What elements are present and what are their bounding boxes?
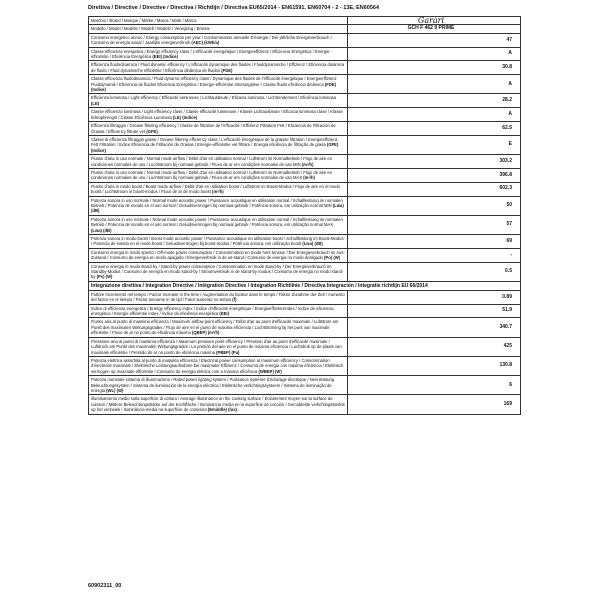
row-label: Consumo energia in modo stand-by / Stand-by power consumption / Consommation en mode stand-by / Der Energieverbrauch im Standby-Modus / Consumo de energía en modo stand-by / Stroomverbruik in de stand-by modus / Consumo de energia no modo stand-by (Ps) (W): [89, 262, 348, 281]
row-value: A: [348, 47, 521, 61]
row-symbol: (m³/h): [301, 161, 314, 167]
brand-label: Marchio / Brand / Marque / Marke / Marca / Mark / Marca: [89, 17, 348, 25]
directive-header: Direttiva / Directive / Directive / Directiva / Richtlijn / Directiva EU65/2014 - EN61591, EN60704 - 2 - 13E, EN60564: [88, 5, 380, 11]
row-symbol: (EEI) (Indice): [152, 54, 178, 60]
row-symbol: (FDE): [221, 67, 233, 73]
row-symbol: (Ps) (W): [96, 274, 113, 280]
row-value: 50: [348, 196, 521, 215]
table-row: [89, 304, 521, 318]
integration-directive-title: Integrazione direttiva / Integration Directive / Intégration Directive / Integration Richtlinie / Directiva Integración / Integratie richtlijn EU 66/2014: [89, 281, 521, 290]
table-row: [89, 235, 521, 249]
row-value: 303.2: [348, 155, 521, 169]
row-label: Flusso d'aria in uso normale / Normal mode airflow / Débit d'air en utilisation normal / Luftstrom im Normalbetrieb / Flujo de aire en condiciones normales de uso / Luchtstroom bij normaal gebruik / Fluxo de ar em condições normales de uso MAX (m³/h): [89, 168, 348, 182]
row-symbol: (LE) (Indice): [172, 114, 198, 120]
row-symbol: (f): [232, 297, 237, 303]
row-value: 51.9: [348, 304, 521, 318]
brand-logo: Garari: [348, 17, 521, 25]
table-row: [89, 135, 521, 154]
row-label: Pressione aria al punto di massima efficienza / Maximum pressure point efficiency / Pression d'air au point d'efficacité maximale / Luftdruck am Punkt des maximalen Wirkungsgrades / La presión del aire en el punto de máxima eficiencia / Luchtdruk op de plaats van maximale efficiëntie / Pressão do ar no ponto de eficiência máxima (PBEP) (Pa): [89, 337, 348, 356]
row-symbol: (AEC) (kWh/a): [191, 40, 220, 46]
energy-data-table: [88, 16, 521, 415]
row-symbol: (WL) (W): [106, 387, 124, 393]
row-value: 62.5: [348, 122, 521, 136]
table-row: [89, 108, 521, 122]
row-label: Potenza sonora in uso normale / Normal mode acoustic power / Puissance acoustique en utilisation normal / Schallleistung im normalen Betrieb / Potencia de sonido en el uso normal / Geluidsvermogen bij normaal gebruik / Potência sonora, em utilização normal MAX (Lwa) (dB): [89, 215, 348, 234]
row-value: 0.89: [348, 290, 521, 304]
table-row: [89, 47, 521, 61]
table-row: [89, 196, 521, 215]
row-symbol: (GFE): [146, 128, 158, 134]
document-code: 60902311_00: [88, 583, 122, 589]
row-label: Efficienza luminosa / Light efficiency / Efficacité lumineuse / Lichtausbeute / Eficacia luminosa / Lichtrendement / Eficiência luminosa (LE): [89, 94, 348, 108]
table-row: [89, 75, 521, 94]
row-value: A: [348, 75, 521, 94]
table-row: [89, 182, 521, 196]
row-value: 69: [348, 235, 521, 249]
row-label: Potenza sonora in uso normale / Normal mode acoustic power / Puissance acoustique en utilisation normal / Schallleistung im normalen Betrieb / Potencia de sonido en el uso normal / Geluidsvermogen bij normaal gebruik / Potência sonora, em utilização normal MIN (Lwa) (dB): [89, 196, 348, 215]
table-row: [89, 262, 521, 281]
row-value: E: [348, 135, 521, 154]
table-row: [89, 94, 521, 108]
row-value: 130.8: [348, 356, 521, 375]
row-label: Classe efficienza energetica / Energy efficiency class / L'efficacité énergétique / Energieeffizienz / Eficiencia Energética / Energie-efficiëntie / Eficiência Energética (EEI) (Indice): [89, 47, 348, 61]
table-row: [89, 376, 521, 395]
model-label: Modello / Model / Modèle / Modell / Modelo / Verwijzing / Brinsar: [89, 25, 348, 33]
row-label: Flusso d'aria in uso normale / Normal mode airflow / Débit d'air en utilisation normal / Luftstrom im Normalbetrieb / Flujo de aire en condiciones normales de uso / Luchtstroom bij normaal gebruik / Fluxo de ar em condições normales de uso MIN (m³/h): [89, 155, 348, 169]
row-symbol: (Po) (W): [324, 255, 341, 261]
table-row: [89, 395, 521, 414]
row-label: Consumo energetico annuo / Energy consumption per year / Consommation annuelle D'énergie / Der jährliche Energieverbrauch / Consumo de energía anual / Jaarlijks energieverbruik (AEC) (kWh/a): [89, 33, 348, 47]
row-label: Potenza nominale sistema di illuminazione / Rated power lighting system / Puissance système d'éclairage électrique / Nennleistung Beleuchtungssystem / Sistema de iluminación de la energía eléctrica / Elektrische verlichtingssysteem / Sistema de iluminação de energia (WL) (W): [89, 376, 348, 395]
row-value: 396.8: [348, 168, 521, 182]
row-value: 0.5: [348, 262, 521, 281]
row-value: 28.2: [348, 94, 521, 108]
row-label: Potenza sonora in modo boost / Boost mode acoustic power / Puissance acoustique en utilisation boost / Schallleistung im Boost-Modus / Potencia de sonido en el modo boost / Geluidsvermogen bij boost-modus / Potência sonora, em utilização boost (Lwa) (dB): [89, 235, 348, 249]
row-symbol: (m³/h): [303, 175, 315, 181]
table-row: [89, 155, 521, 169]
row-value: 602.3: [348, 182, 521, 196]
row-symbol: (Emiddle) (lux): [207, 407, 237, 413]
row-symbol: (Lwa) (dB): [91, 202, 344, 214]
row-symbol: (QBEP) (m³/h): [191, 330, 220, 336]
row-label: Classe efficienza luminosa / Light efficiency class / Classe efficacité lumineuse / Klasse Lichtausbeute / Eficacia luminosa clase / Klasse lichtopbrengst / Classe Eficiência Luminosa (LE) (Indice): [89, 108, 348, 122]
row-value: 425: [348, 337, 521, 356]
table-row: [89, 122, 521, 136]
table-row: [89, 290, 521, 304]
row-symbol: (Lwa) (dB): [302, 241, 323, 247]
row-label: Illuminamento medio sulla superficie di cottura / Average illuminance on the cooking surface / Éclairement moyen sur la surface de cuisson / Mittlere Beleuchtungsstärke auf der Kochfläche / Iluminancia media en la superficie de cocción / Gemiddelde verlichtingssterkte op het verkwiek / Iluminância média na superfície de cozedura (Emiddle) (lux): [89, 395, 348, 414]
row-value: 30.8: [348, 61, 521, 75]
row-value: 57: [348, 215, 521, 234]
row-label: Efficienza fluidodinamica / Fluid dynamic efficiency / L'efficacité dynamique des fluides / Fluiddynamische / Effizienz / Eficiencia dinámica de fluido / Fluid dynamische efficiëntie / Eficiência dinâmica de fluidos (FDE): [89, 61, 348, 75]
model-value: GCH F 462 9 PRIME: [348, 25, 521, 33]
table-row: [89, 248, 521, 262]
row-label: Flusso aria al punto di massima efficienza / Maximum airflow point efficiency / Débit d'air au point d'efficacité maximale / Luftstrom am Punkt des maximalen Wirkungsgrades / Flujo de aire en el punto de máxima eficiencia / Luchtstroming bij het punt van maximale efficiëntie / Fluxo de ar no ponto de eficiência máxima (QBEP) (m³/h): [89, 318, 348, 337]
row-label: Fattore Incremento nel tempo / Factor Increase in the time / Augmentation du facteur dans le temps / Faktor Zunahme der Zeit / Aumento del factor en el tiempo / Factor toename in de tijd / Fator aumento no tempo (f): [89, 290, 348, 304]
row-value: 340.7: [348, 318, 521, 337]
row-symbol: (EEI): [219, 311, 229, 317]
row-value: 47: [348, 33, 521, 47]
row-value: A: [348, 108, 521, 122]
row-label: Classe efficienza fluidodinamica / Fluid dynamic efficiency class / Dynamique des fluides de l'efficacité énergétique / Energieeffizienz Fluiddynamik / Eficiencia de fluidos Eficiencia Energética / Energie-efficiëntie stromingsleer / Classe fluido eficiência dinâmica (FDE) (Indice): [89, 75, 348, 94]
row-label: Classe di efficienza filtraggio grassi / Grease filtering efficiency class / L'efficacité énergétique de la graisse filtration / Energieeffizienz Fett Filtration / Indice Eficiencia de Filtración de Grasas / Energie-efficiëntie vet filtrare / Energia eficiência de filtração de grasa (GFE) (Indice): [89, 135, 348, 154]
row-value: 6: [348, 376, 521, 395]
table-row: [89, 337, 521, 356]
section-header-row: [89, 281, 521, 290]
row-label: Efficienza filtraggio / Grease filtering efficiency / Classe de filtration de l'efficacité / Effizienz Filtration Fett / Eficiencia de Filtración de Grasas / Efficiency filtrate vet (GFE): [89, 122, 348, 136]
model-row: [89, 25, 521, 33]
table-row: [89, 356, 521, 375]
table-row: [89, 61, 521, 75]
row-symbol: (WBEP) (W): [258, 368, 282, 374]
row-label: Indice di efficienza energetica / Energy efficiency index / Indice d'efficacité énergétique / Energieeffizienzindex / Indice de eficiencia energética / Energie efficiëntie index / Índice de eficiência energética (EEI): [89, 304, 348, 318]
row-value: -: [348, 248, 521, 262]
row-value: 169: [348, 395, 521, 414]
row-label: Flusso d'aria in modo boost / Boost mode airflow / Débit d'air en utilisation boost / Luftstrom im Boost-Modus / Flujo de aire en el modo boost / Luchtstroom in boost-modus / Fluxo de ar de modo boost (m³/h): [89, 182, 348, 196]
row-symbol: (LE): [91, 100, 100, 106]
row-symbol: (GFE) (Indice): [91, 142, 339, 153]
row-label: Potenza elettrica assorbita al punto di massima efficienza / Electrical power consumption at maximum efficiency / Consommation d'électricité maximale / Elektrische Leistungsaufnahme bei maximaler Effizienz / Consumo de energía con máxima eficiencia / Elektrisch vermogen op maximale efficiëntie / Consumo de energia elétrica com a máxima eficiência (WBEP) (W): [89, 356, 348, 375]
table-row: [89, 318, 521, 337]
row-symbol: (Lwa) (dB): [91, 227, 112, 233]
row-symbol: (m³/h): [212, 189, 224, 195]
row-symbol: (PBEP) (Pa): [216, 349, 240, 355]
energy-label-sheet: [88, 0, 512, 600]
brand-row: [89, 17, 521, 25]
row-label: Consumo energia in modo spento / Off-mode power consumption / Consommation en mode hors tension / Der Energieverbrauch im Aus-Zustand / Consumo de energía en modo apagado / Energieverbruik in de uit-stand / Consumo de energia no modo desligado (Po) (W): [89, 248, 348, 262]
row-symbol: (FDE) (Indice): [91, 81, 337, 93]
table-row: [89, 168, 521, 182]
table-row: [89, 215, 521, 234]
table-row: [89, 33, 521, 47]
